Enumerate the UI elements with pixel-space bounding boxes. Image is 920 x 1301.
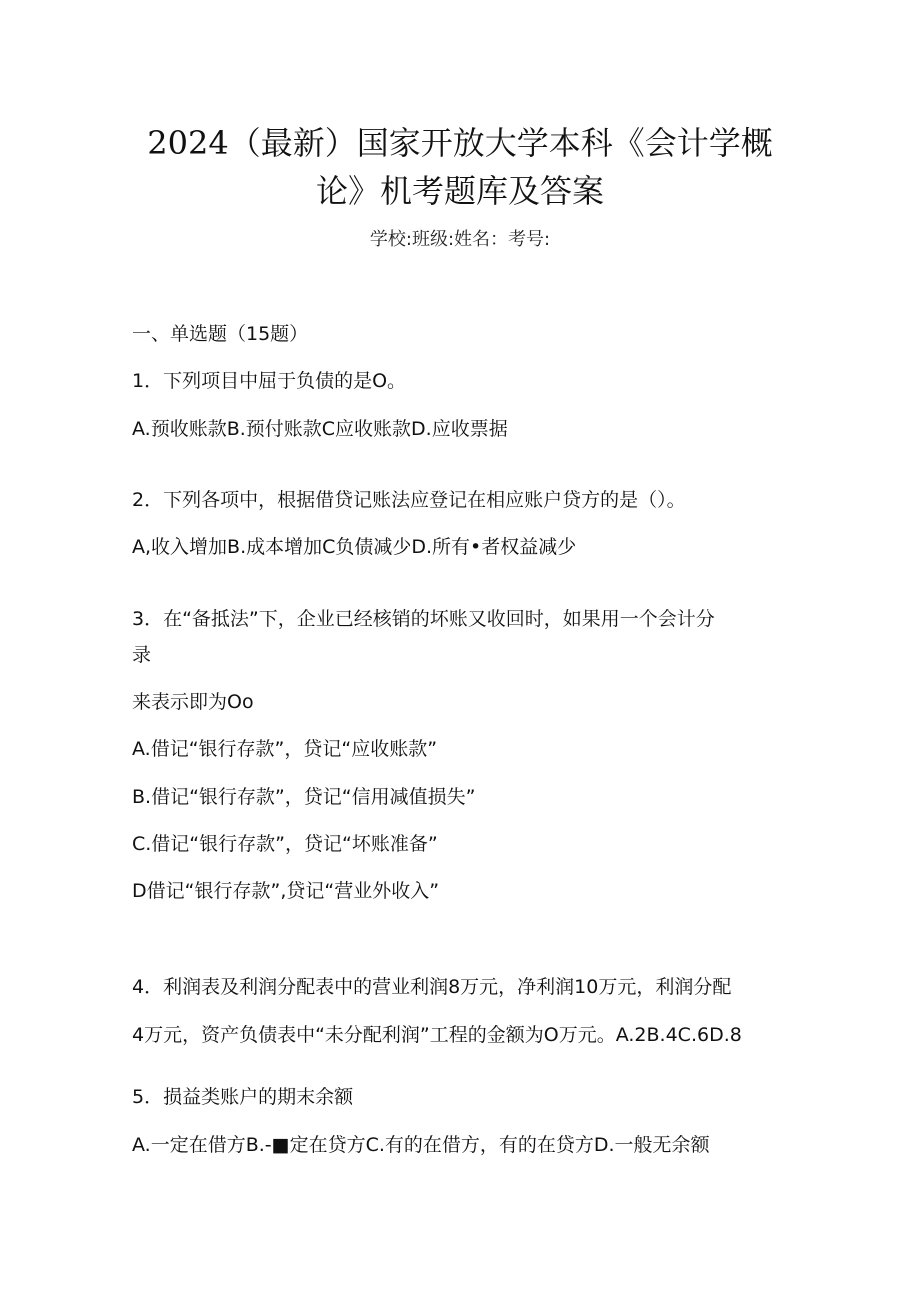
question-3-stem-line-3: 来表示即为Oo bbox=[132, 691, 254, 713]
question-1-stem: 1．下列项目中屈于负债的是O。 bbox=[132, 370, 407, 392]
question-3-stem-line-1: 3．在“备抵法”下，企业已经核销的坏账又收回时，如果用一个会计分 bbox=[132, 608, 715, 630]
question-2-stem: 2．下列各项中，根据借贷记账法应登记在相应账户贷方的是（）。 bbox=[132, 489, 686, 511]
question-3-option-c: C.借记“银行存款”，贷记“坏账准备” bbox=[132, 833, 438, 855]
question-3-stem-line-2: 录 bbox=[132, 644, 152, 666]
question-5-options: A.一定在借方B.-■定在贷方C.有的在借方，有的在贷方D.一般无余额 bbox=[132, 1134, 710, 1156]
section-heading: 一、单选题（15题） bbox=[132, 323, 309, 345]
document-title-line-1: 2024（最新）国家开放大学本科《会计学概 bbox=[147, 124, 773, 162]
question-4-stem-line-1: 4．利润表及利润分配表中的营业利润8万元，净利润10万元，利润分配 bbox=[132, 976, 732, 998]
question-3-option-d: D借记“银行存款”,贷记“营业外收入” bbox=[132, 880, 440, 902]
question-4-stem-line-2: 4万元，资产负债表中“未分配利润”工程的金额为O万元。A.2B.4C.6D.8 bbox=[132, 1024, 742, 1046]
question-1-options: A.预收账款B.预付账款C应收账款D.应收票据 bbox=[132, 418, 508, 440]
document-title-line-2: 论》机考题库及答案 bbox=[315, 172, 604, 210]
question-5-stem: 5．损益类账户的期末余额 bbox=[132, 1086, 354, 1108]
question-3-option-b: B.借记“银行存款”，贷记“信用减值损失” bbox=[132, 786, 476, 808]
question-2-options: A,收入增加B.成本增加C负债减少D.所有•者权益减少 bbox=[132, 536, 577, 558]
student-info-line: 学校:班级:姓名：考号: bbox=[369, 229, 551, 250]
question-3-option-a: A.借记“银行存款”，贷记“应收账款” bbox=[132, 738, 438, 760]
